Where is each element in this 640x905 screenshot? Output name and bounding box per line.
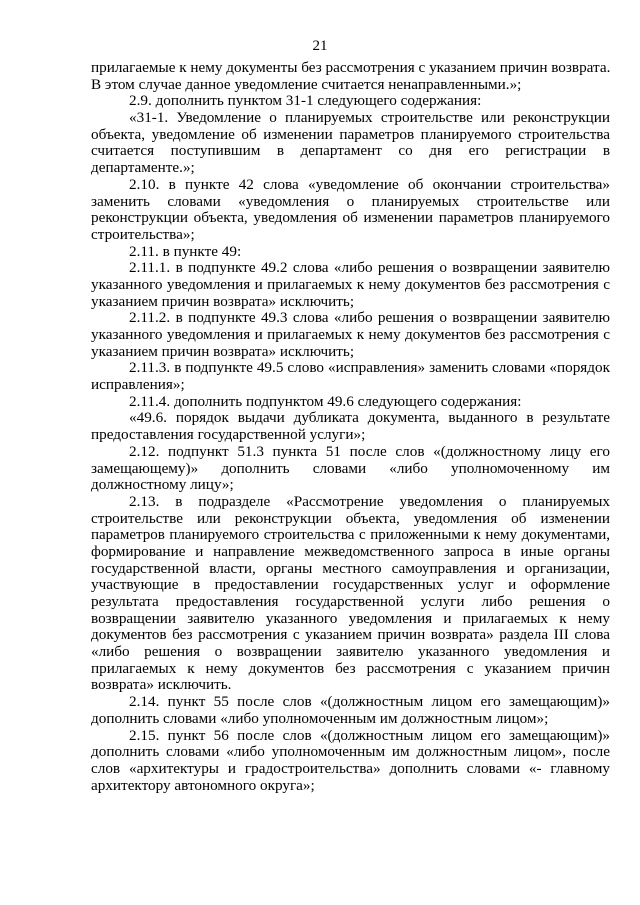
text-line: 2.11.2. в подпункте 49.3 слова «либо решения о возвращении заявителю (129, 310, 610, 327)
text-line: строительстве или реконструкции объекта, уведомления об изменении (91, 510, 610, 527)
text-line: дополнить словами «либо уполномоченным им должностным лицом»; (91, 710, 549, 727)
text-line: «либо решения о возвращении заявителю указанного уведомления и (91, 644, 610, 661)
text-line: объекта, уведомление об изменении параметров планируемого строительства (91, 126, 610, 143)
text-line: результата предоставления государственной услуги либо решения о (91, 594, 610, 610)
text-line: возврата» исключить. (91, 677, 232, 694)
text-line: архитектору автономного округа»; (91, 777, 315, 794)
text-line: указанием причин возврата» исключить; (91, 293, 355, 310)
text-line: департаменте.»; (91, 160, 195, 177)
text-line: «49.6. порядок выдачи дубликата документа, выданного в результате (129, 410, 610, 427)
text-line: 2.14. пункт 55 после слов «(должностным лицом его замещающим)» (129, 694, 610, 711)
text-line: «31-1. Уведомление о планируемых строительстве или реконструкции (129, 110, 610, 127)
text-line: реконструкции объекта, уведомления об изменении параметров планируемого (91, 210, 610, 227)
text-line: возвращении заявителю указанного уведомления и прилагаемых к нему (91, 610, 610, 627)
text-line: 2.10. в пункте 42 слова «уведомление об окончании строительства» (129, 176, 610, 193)
text-line: государственной власти, органы местного самоуправления и организации, (91, 560, 610, 577)
text-line: 2.11.3. в подпункте 49.5 слово «исправления» заменить словами «порядок (129, 360, 610, 377)
text-line: указанного уведомления и прилагаемых к нему документов без рассмотрения с (91, 276, 610, 293)
text-line: дополнить словами «либо уполномоченным им должностным лицом», после (91, 744, 610, 761)
text-line: заменить словами «уведомления о планируемых строительстве или (91, 193, 610, 210)
text-line: 2.13. в подразделе «Рассмотрение уведомления о планируемых (129, 493, 610, 510)
text-line: 2.11.4. дополнить подпунктом 49.6 следующего содержания: (129, 393, 522, 410)
text-line: замещающему)» дополнить словами «либо уполномоченному им (91, 460, 610, 477)
text-line: формирование и направление межведомственного запроса в иные органы (91, 543, 610, 560)
text-line: указанного уведомления и прилагаемых к нему документов без рассмотрения с (91, 327, 610, 343)
text-line: 2.11.1. в подпункте 49.2 слова «либо решения о возвращении заявителю (129, 260, 610, 277)
text-line: считается поступившим в департамент со дня его регистрации в (91, 143, 610, 160)
text-line: указанием причин возврата» исключить; (91, 343, 355, 360)
text-line: 2.9. дополнить пунктом 31-1 следующего содержания: (129, 93, 482, 110)
text-line: 2.15. пункт 56 после слов «(должностным лицом его замещающим)» (129, 727, 610, 744)
text-line: исправления»; (91, 377, 185, 394)
text-line: должностному лицу»; (91, 477, 234, 494)
page-number: 21 (312, 38, 328, 54)
document-body (91, 60, 610, 794)
text-line: документов без рассмотрения с указанием причин возврата» раздела III слова (91, 627, 610, 644)
text-line: участвующие в предоставлении государственных услуг и оформление (91, 577, 610, 594)
text-line: В этом случае данное уведомление считается ненаправленными.»; (91, 76, 522, 93)
text-line: слов «архитектуры и градостроительства» дополнить словами «- главному (91, 760, 610, 777)
text-line: параметров планируемого строительства с приложенными к нему документами, (91, 527, 610, 544)
text-line: прилагаемые к нему документы без рассмотрения с указанием причин возврата. (91, 60, 610, 76)
text-line: прилагаемых к нему документов без рассмотрения с указанием причин (91, 660, 610, 677)
text-line: предоставления государственной услуги»; (91, 427, 366, 444)
text-line: строительства»; (91, 226, 195, 243)
text-line: 2.11. в пункте 49: (129, 243, 242, 260)
text-line: 2.12. подпункт 51.3 пункта 51 после слов «(должностному лицу его (129, 443, 610, 460)
